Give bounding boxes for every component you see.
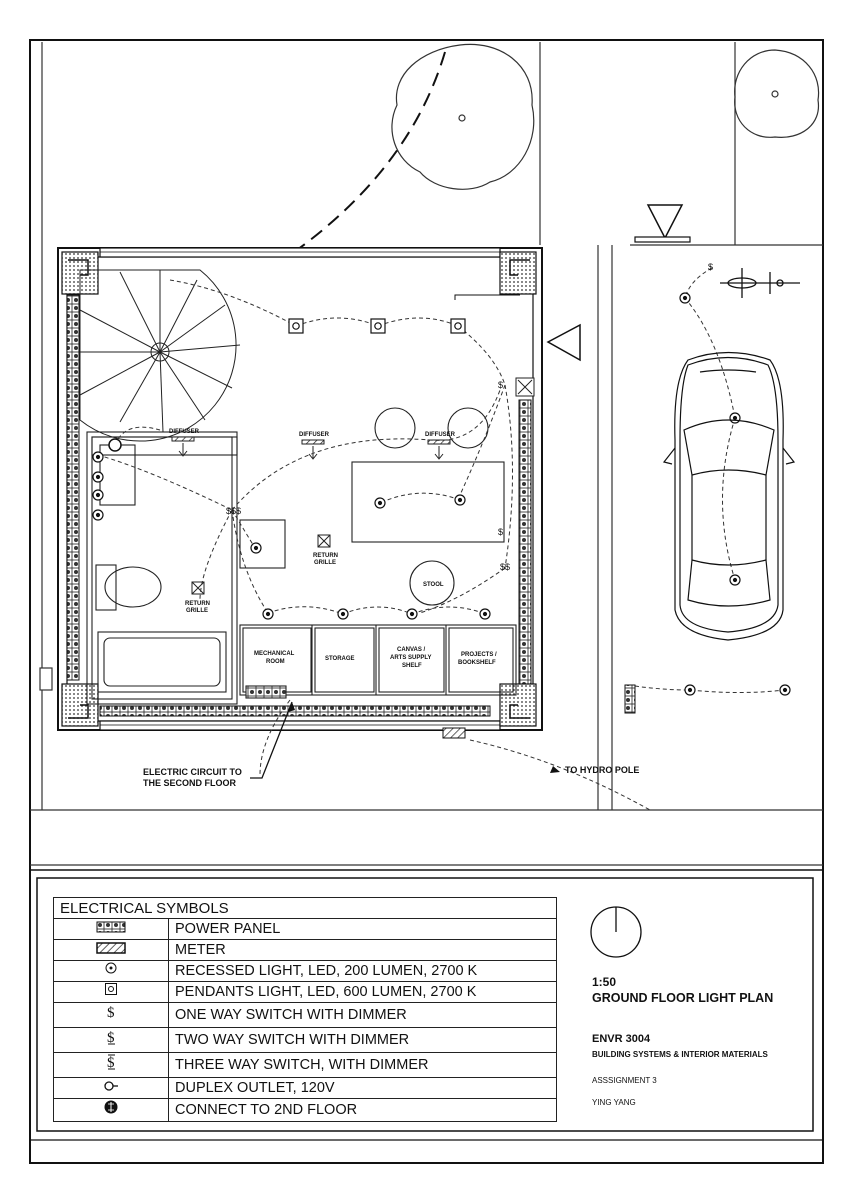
storage-label: STORAGE bbox=[325, 656, 355, 662]
three-way-switch-icon bbox=[54, 1053, 169, 1078]
return-grille-label-2a: RETURN bbox=[313, 553, 338, 559]
legend-row bbox=[54, 1053, 557, 1078]
pendant-lights bbox=[289, 319, 465, 333]
return-grille-label-2b: GRILLE bbox=[314, 560, 336, 566]
svg-text:$: $ bbox=[107, 1030, 115, 1046]
meter-icon bbox=[54, 940, 169, 961]
legend-label: THREE WAY SWITCH, WITH DIMMER bbox=[169, 1053, 557, 1078]
assignment-number: ASSSIGNMENT 3 bbox=[592, 1076, 657, 1085]
bathroom bbox=[87, 432, 285, 704]
legend-label: RECESSED LIGHT, LED, 200 LUMEN, 2700 K bbox=[169, 961, 557, 982]
diffuser-symbols bbox=[172, 378, 534, 594]
svg-text:$$: $$ bbox=[500, 562, 511, 572]
author-name: YING YANG bbox=[592, 1098, 636, 1107]
legend-label: DUPLEX OUTLET, 120V bbox=[169, 1078, 557, 1099]
one-way-switch-icon bbox=[54, 1003, 169, 1028]
mechanical-label-a: MECHANICAL bbox=[254, 651, 295, 657]
legend-row bbox=[54, 961, 557, 982]
canvas-label-b: ARTS SUPPLY bbox=[390, 655, 432, 661]
projects-label-a: PROJECTS / bbox=[461, 652, 497, 658]
canvas-label-a: CANVAS / bbox=[397, 647, 426, 653]
two-way-switch-icon bbox=[54, 1028, 169, 1053]
tree-large bbox=[392, 44, 534, 189]
drawing-scale: 1:50 bbox=[592, 975, 617, 989]
svg-text:$: $ bbox=[498, 527, 504, 537]
return-grille-label-1b: GRILLE bbox=[186, 608, 208, 614]
legend-row bbox=[54, 940, 557, 961]
door-swing-arc bbox=[290, 52, 445, 255]
legend-row bbox=[54, 1003, 557, 1028]
property-lines bbox=[30, 42, 823, 865]
legend-title: ELECTRICAL SYMBOLS bbox=[54, 898, 557, 919]
return-grille-label-1a: RETURN bbox=[185, 601, 210, 607]
hydro-pole-note: TO HYDRO POLE bbox=[565, 765, 640, 775]
recessed-light-icon bbox=[54, 961, 169, 982]
svg-text:$: $ bbox=[498, 380, 504, 390]
entry-marker-icon-2 bbox=[548, 325, 580, 360]
stool-label: STOOL bbox=[423, 582, 444, 588]
legend-row bbox=[54, 1078, 557, 1099]
car bbox=[664, 353, 794, 641]
drawing-title: GROUND FLOOR LIGHT PLAN bbox=[592, 991, 774, 1005]
legend-label: TWO WAY SWITCH WITH DIMMER bbox=[169, 1028, 557, 1053]
connect-2nd-floor-icon bbox=[54, 1099, 169, 1122]
legend-row bbox=[54, 919, 557, 940]
legend-label: CONNECT TO 2ND FLOOR bbox=[169, 1099, 557, 1122]
switches bbox=[226, 262, 713, 572]
projects-label-b: BOOKSHELF bbox=[458, 660, 496, 666]
duplex-outlet-icon bbox=[54, 1078, 169, 1099]
legend-label: PENDANTS LIGHT, LED, 600 LUMEN, 2700 K bbox=[169, 982, 557, 1003]
diffuser-label-1: DIFFUSER bbox=[169, 429, 199, 435]
diffuser-label-3: DIFFUSER bbox=[425, 432, 455, 438]
diffuser-label-2: DIFFUSER bbox=[299, 432, 329, 438]
tree-small bbox=[735, 50, 819, 137]
electrical-symbols-legend bbox=[53, 897, 557, 1122]
bicycle bbox=[720, 268, 800, 298]
electric-circuit-note-b: THE SECOND FLOOR bbox=[143, 778, 237, 788]
floor-connection bbox=[109, 439, 121, 451]
entry-marker-icon bbox=[648, 205, 682, 238]
legend-row bbox=[54, 1099, 557, 1122]
legend-label: METER bbox=[169, 940, 557, 961]
svg-text:$: $ bbox=[107, 1055, 115, 1071]
electric-circuit-note-a: ELECTRIC CIRCUIT TO bbox=[143, 767, 242, 777]
mechanical-label-b: ROOM bbox=[266, 659, 285, 665]
svg-text:$: $ bbox=[107, 1005, 115, 1021]
north-arrow-icon bbox=[591, 907, 641, 957]
legend-row bbox=[54, 1028, 557, 1053]
svg-text:$: $ bbox=[708, 262, 714, 272]
canvas-label-c: SHELF bbox=[402, 663, 422, 669]
course-code: ENVR 3004 bbox=[592, 1033, 651, 1045]
power-panel-icon bbox=[54, 919, 169, 940]
legend-label: POWER PANEL bbox=[169, 919, 557, 940]
spiral-staircase bbox=[80, 270, 240, 441]
course-name: BUILDING SYSTEMS & INTERIOR MATERIALS bbox=[592, 1050, 768, 1059]
pendant-light-icon bbox=[54, 982, 169, 1003]
legend-row bbox=[54, 982, 557, 1003]
svg-text:$$$: $$$ bbox=[226, 506, 242, 516]
legend-label: ONE WAY SWITCH WITH DIMMER bbox=[169, 1003, 557, 1028]
